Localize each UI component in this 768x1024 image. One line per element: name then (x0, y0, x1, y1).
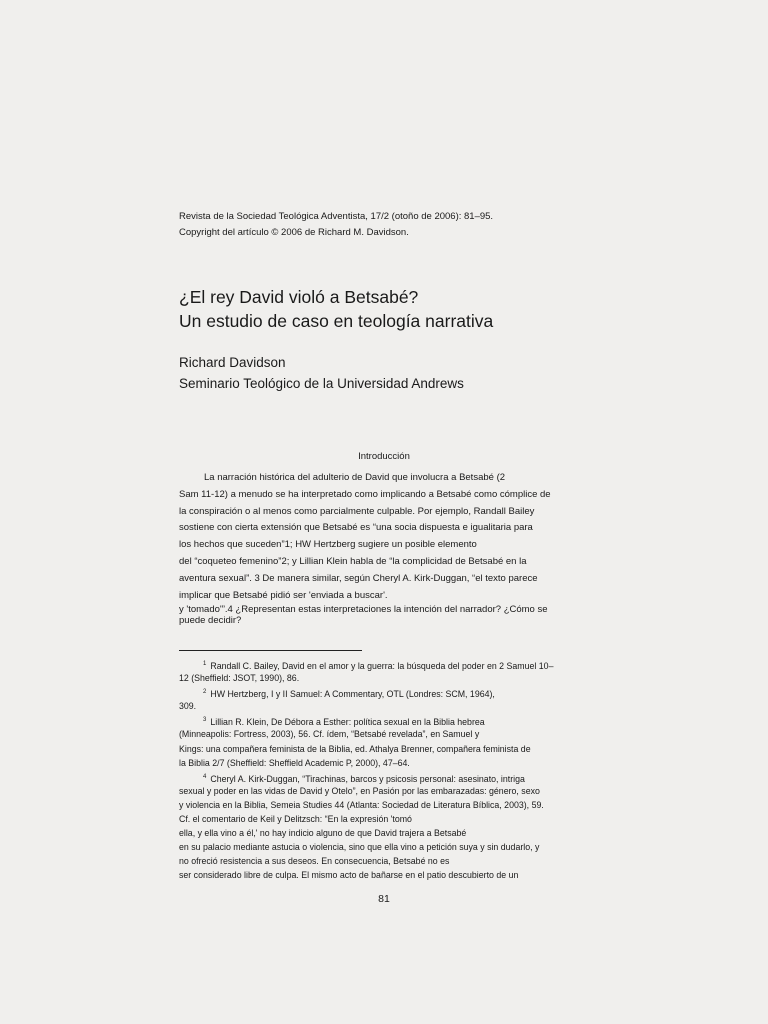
author-name: Richard Davidson (179, 355, 286, 370)
footnote-line: 12 (Sheffield: JSOT, 1990), 86. (179, 673, 300, 684)
article-title (179, 285, 493, 333)
body-line: sostiene con cierta extensión que Betsabé es “una socia dispuesta e igualitaria para (179, 522, 533, 534)
footnote-line: la Biblia 2/7 (Sheffield: Sheffield Academic P, 2000), 47–64. (179, 757, 410, 768)
body-line: La narración histórica del adulterio de David que involucra a Betsabé (2 (204, 472, 506, 483)
footnote-separator (179, 650, 362, 651)
footnote-line: Kings: una compañera feminista de la Biblia, ed. Athalya Brenner, compañera feminista de (179, 743, 531, 754)
footnote-line (179, 657, 599, 671)
footnote-number: 3 (203, 717, 207, 724)
body-line: Sam 11-12) a menudo se ha interpretado como implicando a Betsabé como cómplice de (179, 488, 551, 500)
footnote-number: 1 (203, 661, 207, 667)
copyright-line: Copyright del artículo © 2006 de Richard M. Davidson. (179, 227, 409, 238)
body-line: aventura sexual”. 3 De manera similar, según Cheryl A. Kirk-Duggan, “el texto parece (179, 572, 538, 584)
title-line-2: Un estudio de caso en teología narrativa (179, 311, 494, 331)
footnote-text: Cheryl A. Kirk-Duggan, “Tirachinas, barcos y psicosis personal: asesinato, intriga (210, 773, 525, 784)
body-line: y 'tomado'”.4 ¿Representan estas interpretaciones la intención del narrador? ¿Cómo se (179, 604, 548, 616)
footnotes (179, 657, 599, 883)
footnote-number: 2 (203, 689, 207, 696)
footnote-line (179, 685, 599, 699)
footnote-number: 4 (203, 773, 207, 780)
title-line-1: ¿El rey David violó a Betsabé? (179, 287, 419, 307)
footnote-line: no ofreció resistencia a sus deseos. En consecuencia, Betsabé no es (179, 856, 450, 867)
author-affiliation: Seminario Teológico de la Universidad Andrews (179, 376, 464, 391)
journal-header (179, 209, 493, 241)
footnote-text: Lillian R. Klein, De Débora a Esther: política sexual en la Biblia hebrea (210, 717, 485, 728)
footnote-line: ser considerado libre de culpa. El mismo acto de bañarse en el patio descubierto de un (179, 870, 519, 881)
footnote-line (179, 713, 599, 727)
body-line: del “coqueteo femenino”2; y Lillian Klein habla de “la complicidad de Betsabé en la (179, 555, 527, 567)
footnote-line (179, 770, 599, 784)
page-number: 81 (378, 893, 390, 905)
footnote-line: ella, y ella vino a él,' no hay indicio alguno de que David trajera a Betsabé (179, 828, 467, 839)
footnote-text: HW Hertzberg, I y II Samuel: A Commentary, OTL (Londres: SCM, 1964), (210, 689, 495, 700)
body-text (179, 470, 599, 626)
footnote-line: 309. (179, 701, 197, 712)
footnote-line: y violencia en la Biblia, Semeia Studies 44 (Atlanta: Sociedad de Literatura Bíblica, 2003), 59. (179, 799, 544, 810)
footnote-line: en su palacio mediante astucia o violencia, sino que ella vino a petición suya y sin dudarlo, y (179, 842, 540, 853)
footnote-text: Randall C. Bailey, David en el amor y la guerra: la búsqueda del poder en 2 Samuel 10– (210, 661, 554, 671)
body-line: los hechos que suceden”1; HW Hertzberg sugiere un posible elemento (179, 539, 477, 551)
body-line: implicar que Betsabé pidió ser 'enviada a buscar'. (179, 589, 388, 601)
journal-citation: Revista de la Sociedad Teológica Adventista, 17/2 (otoño de 2006): 81–95. (179, 211, 494, 222)
footnote-line: sexual y poder en las vidas de David y Otelo”, en Pasión por las embarazadas: género, sexo (179, 785, 540, 796)
footnote-line: (Minneapolis: Fortress, 2003), 56. Cf. ídem, “Betsabé revelada”, en Samuel y (179, 729, 480, 740)
section-heading: Introducción (358, 451, 410, 462)
author-block (179, 352, 464, 394)
body-line: la conspiración o al menos como parcialmente culpable. Por ejemplo, Randall Bailey (179, 505, 535, 517)
body-line: puede decidir? (179, 615, 242, 627)
footnote-line: Cf. el comentario de Keil y Delitzsch: “En la expresión 'tomó (179, 814, 412, 825)
